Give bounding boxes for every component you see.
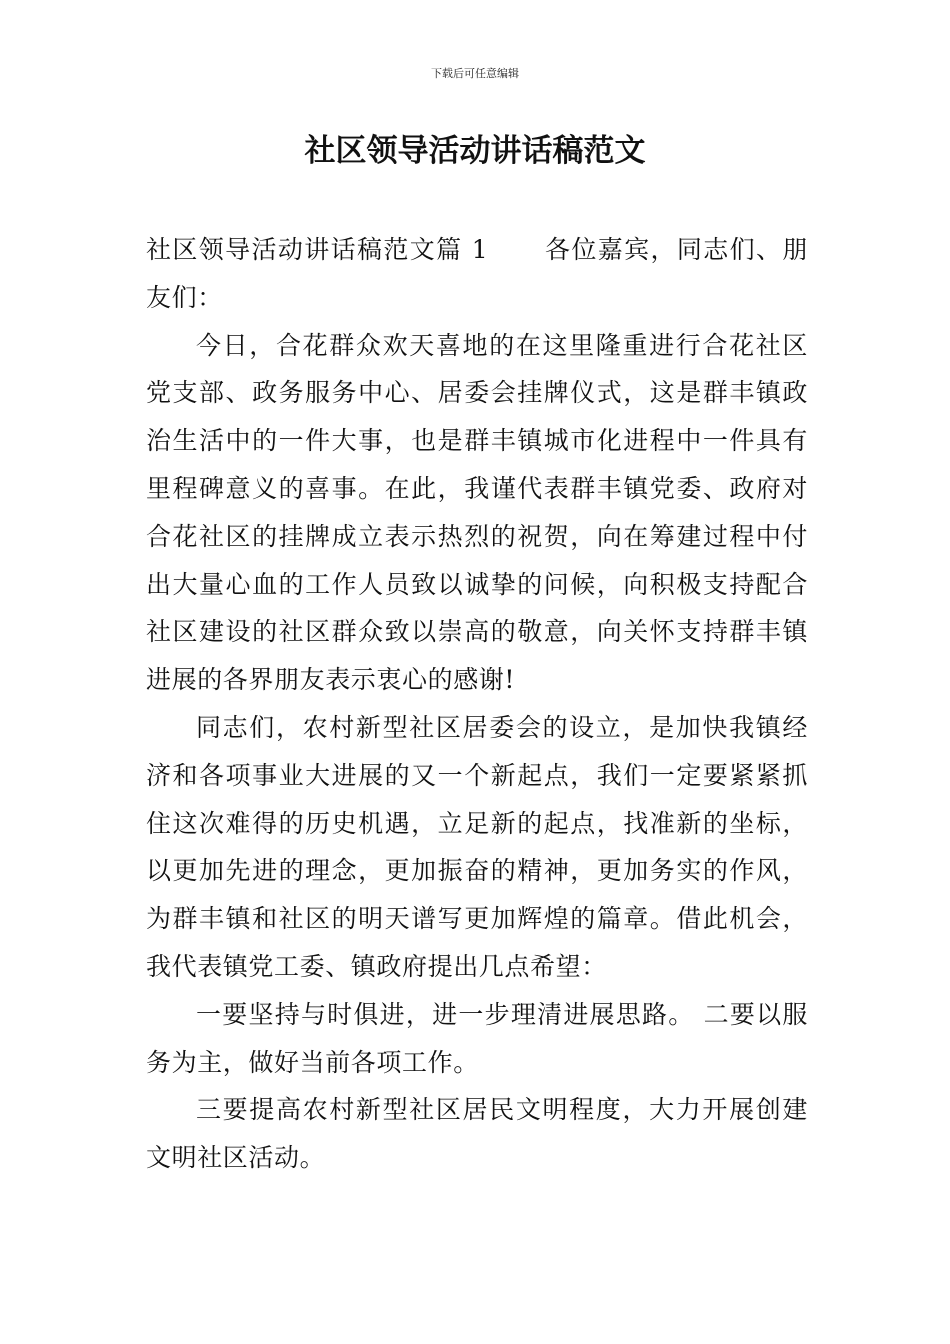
paragraph-1: 今日，合花群众欢天喜地的在这里隆重进行合花社区党支部、政务服务中心、居委会挂牌仪式，这是群丰镇政治生活中的一件大事，也是群丰镇城市化进程中一件具有里程碑意义的喜事。在此，我谨代表群丰镇党委、政府对合花社区的挂牌成立表示热烈的祝贺，向在筹建过程中付出大量心血的工作人员致以诚挚的问候，向积极支持配合社区建设的社区群众致以崇高的敬意，向关怀支持群丰镇进展的各界朋友表示衷心的感谢! xyxy=(146,330,808,695)
greeting: 各位嘉宾，同志们、朋友们： xyxy=(146,235,808,312)
document-body xyxy=(146,226,808,1182)
paragraph-4: 三要提高农村新型社区居民文明程度，大力开展创建文明社区活动。 xyxy=(146,1095,808,1173)
document-title: 社区领导活动讲话稿范文 xyxy=(304,133,646,169)
opening-line xyxy=(146,226,808,322)
header-note: 下载后可任意编辑 xyxy=(431,67,519,80)
section-label: 社区领导活动讲话稿范文篇 1 xyxy=(146,235,489,264)
paragraph-3: 一要坚持与时俱进，进一步理清进展思路。 二要以服务为主，做好当前各项工作。 xyxy=(146,999,808,1077)
paragraph-2: 同志们，农村新型社区居委会的设立，是加快我镇经济和各项事业大进展的又一个新起点，我们一定要紧紧抓住这次难得的历史机遇，立足新的起点，找准新的坐标，以更加先进的理念，更加振奋的精神，更加务实的作风，为群丰镇和社区的明天谱写更加辉煌的篇章。借此机会，我代表镇党工委、镇政府提出几点希望： xyxy=(146,712,808,981)
